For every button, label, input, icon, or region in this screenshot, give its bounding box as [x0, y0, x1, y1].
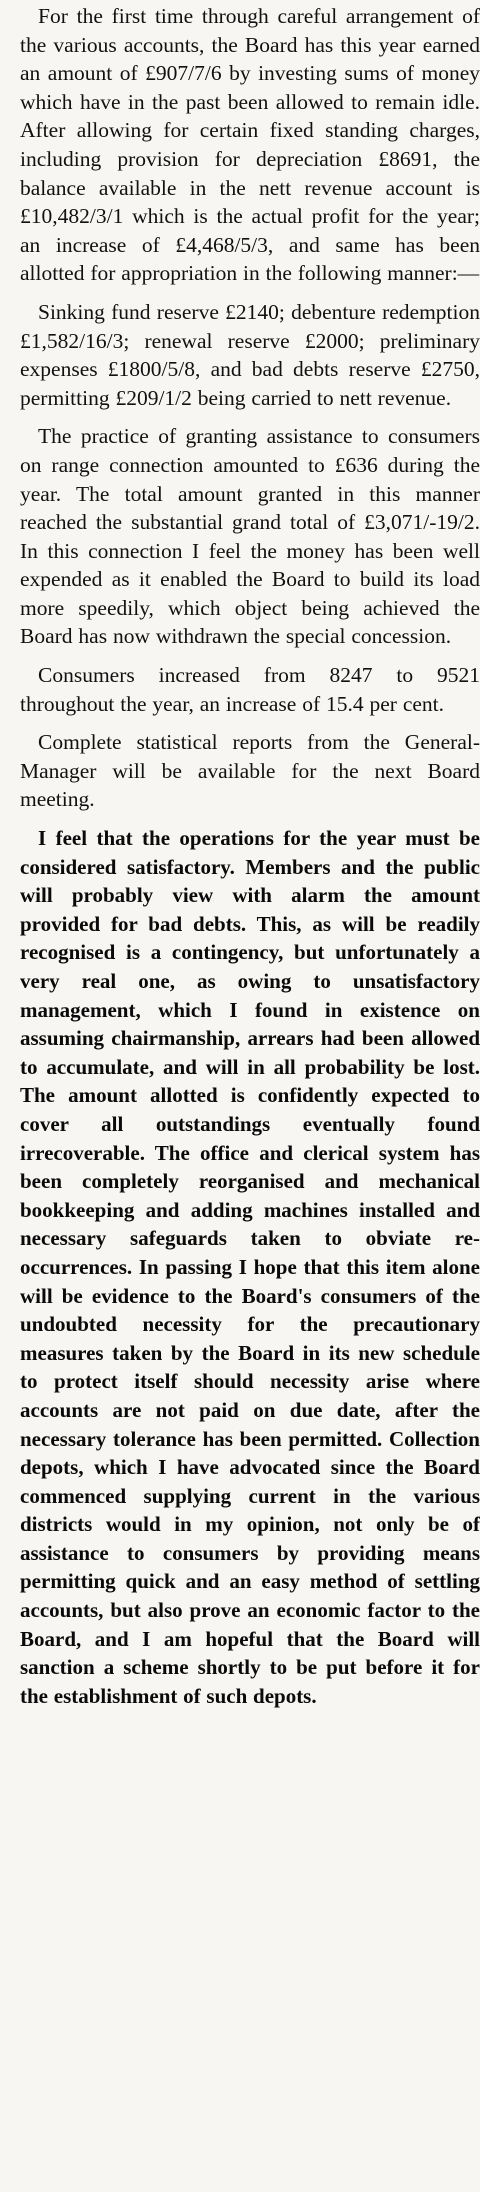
- paragraph-investment-profit: For the first time through careful arrangement of the various accounts, the Board has this year earned an amount of £907/7/6 by investing sums of money which have in the past been allowed to remain idle. After allowing for certain fixed standing charges, including provision for depreciation £8691, the balance available in the nett revenue account is £10,482/3/1 which is the actual profit for the year; an increase of £4,468/5/3, and same has been allotted for appropriation in the following manner:—: [20, 4, 480, 286]
- paragraph-consumers: Consumers increased from 8247 to 9521 throughout the year, an increase of 15.4 per cent.: [20, 663, 480, 716]
- article-column: [20, 2, 480, 1720]
- paragraph-operations: I feel that the operations for the year must be considered satisfactory. Members and the public will probably view with alarm the amount provided for bad debts. This, as will be readily recognised is a contingency, but unfortunately a very real one, as owing to unsatisfactory management, which I found in existence on assuming chairmanship, arrears had been allowed to accumulate, and will in all probability be lost. The amount allotted is confidently expected to cover all outstandings eventually found irrecoverable. The office and clerical system has been completely reorganised and mechanical bookkeeping and adding machines installed and necessary safeguards taken to obviate re-occurrences. In passing I hope that this item alone will be evidence to the Board's consumers of the undoubted necessity for the precautionary measures taken by the Board in its new schedule to protect itself should necessity arise where accounts are not paid on due date, after the necessary tolerance has been permitted. Collection depots, which I have advocated since the Board commenced supplying current in the various districts would in my opinion, not only be of assistance to consumers by providing means permitting quick and an easy method of settling accounts, but also prove an economic factor to the Board, and I am hopeful that the Board will sanction a scheme shortly to be put before it for the establishment of such depots.: [20, 826, 480, 1708]
- paragraph-statistical-reports: Complete statistical reports from the General-Manager will be available for the next Board meeting.: [20, 730, 480, 812]
- paragraph-appropriation: Sinking fund reserve £2140; debenture redemption £1,582/16/3; renewal reserve £2000; preliminary expenses £1800/5/8, and bad debts reserve £2750, permitting £209/1/2 being carried to nett revenue.: [20, 299, 480, 410]
- paragraph-range-connection: The practice of granting assistance to consumers on range connection amounted to £636 during the year. The total amount granted in this manner reached the substantial grand total of £3,071/-19/2. In this connection I feel the money has been well expended as it enabled the Board to build its load more speedily, which object being achieved the Board has now withdrawn the special concession.: [20, 424, 480, 649]
